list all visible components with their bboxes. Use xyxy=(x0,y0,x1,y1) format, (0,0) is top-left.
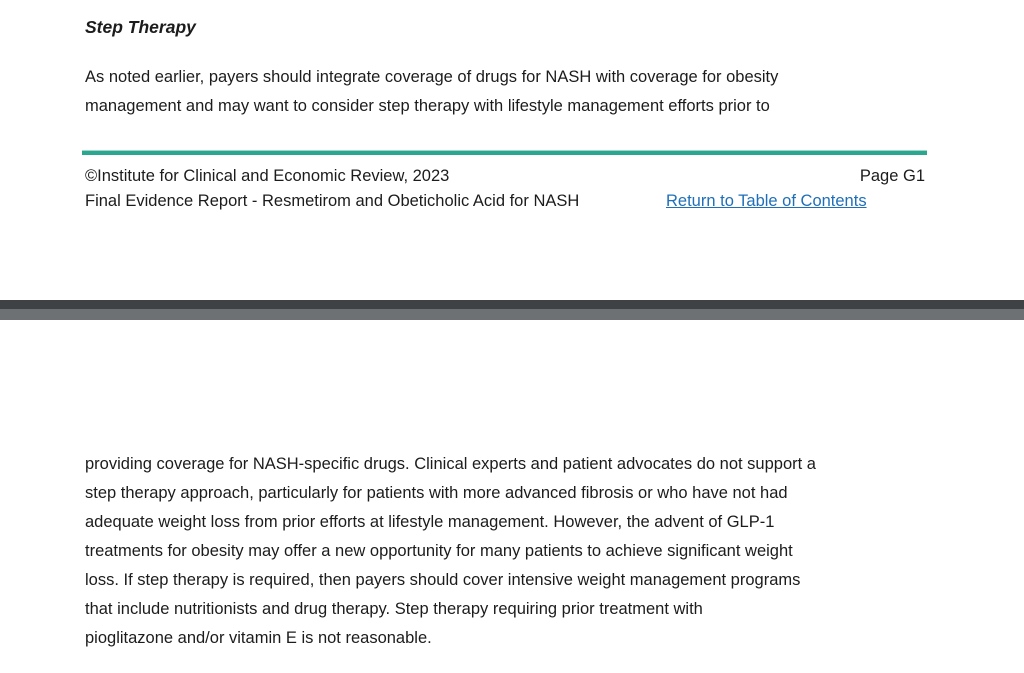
return-to-toc-link[interactable]: Return to Table of Contents xyxy=(666,192,867,210)
paragraph-top: As noted earlier, payers should integrate coverage of drugs for NASH with coverage for obesity management and may want to consider step therapy with lifestyle management efforts prior to xyxy=(85,68,779,115)
report-title: Final Evidence Report - Resmetirom and Obeticholic Acid for NASH xyxy=(85,192,580,210)
page-number: Page G1 xyxy=(859,167,925,185)
document-page-bottom xyxy=(0,320,1024,673)
document-page-top xyxy=(0,0,1024,300)
paragraph-bottom: providing coverage for NASH-specific drugs. Clinical experts and patient advocates do not support a step therapy approach, particularly for patients with more advanced fibrosis or who have not had adequate weight loss from prior efforts at lifestyle management. However, the advent of GLP-1 treatments for obesity may offer a new opportunity for many patients to achieve significant weight loss. If step therapy is required, then payers should cover intensive weight management programs that include nutritionists and drug therapy. Step therapy requiring prior treatment with pioglitazone and/or vitamin E is not reasonable. xyxy=(85,455,816,647)
copyright-text: ©Institute for Clinical and Economic Review, 2023 xyxy=(85,167,450,185)
section-heading: Step Therapy xyxy=(85,17,196,37)
footer-rule xyxy=(82,150,927,155)
page-separator xyxy=(0,300,1024,320)
